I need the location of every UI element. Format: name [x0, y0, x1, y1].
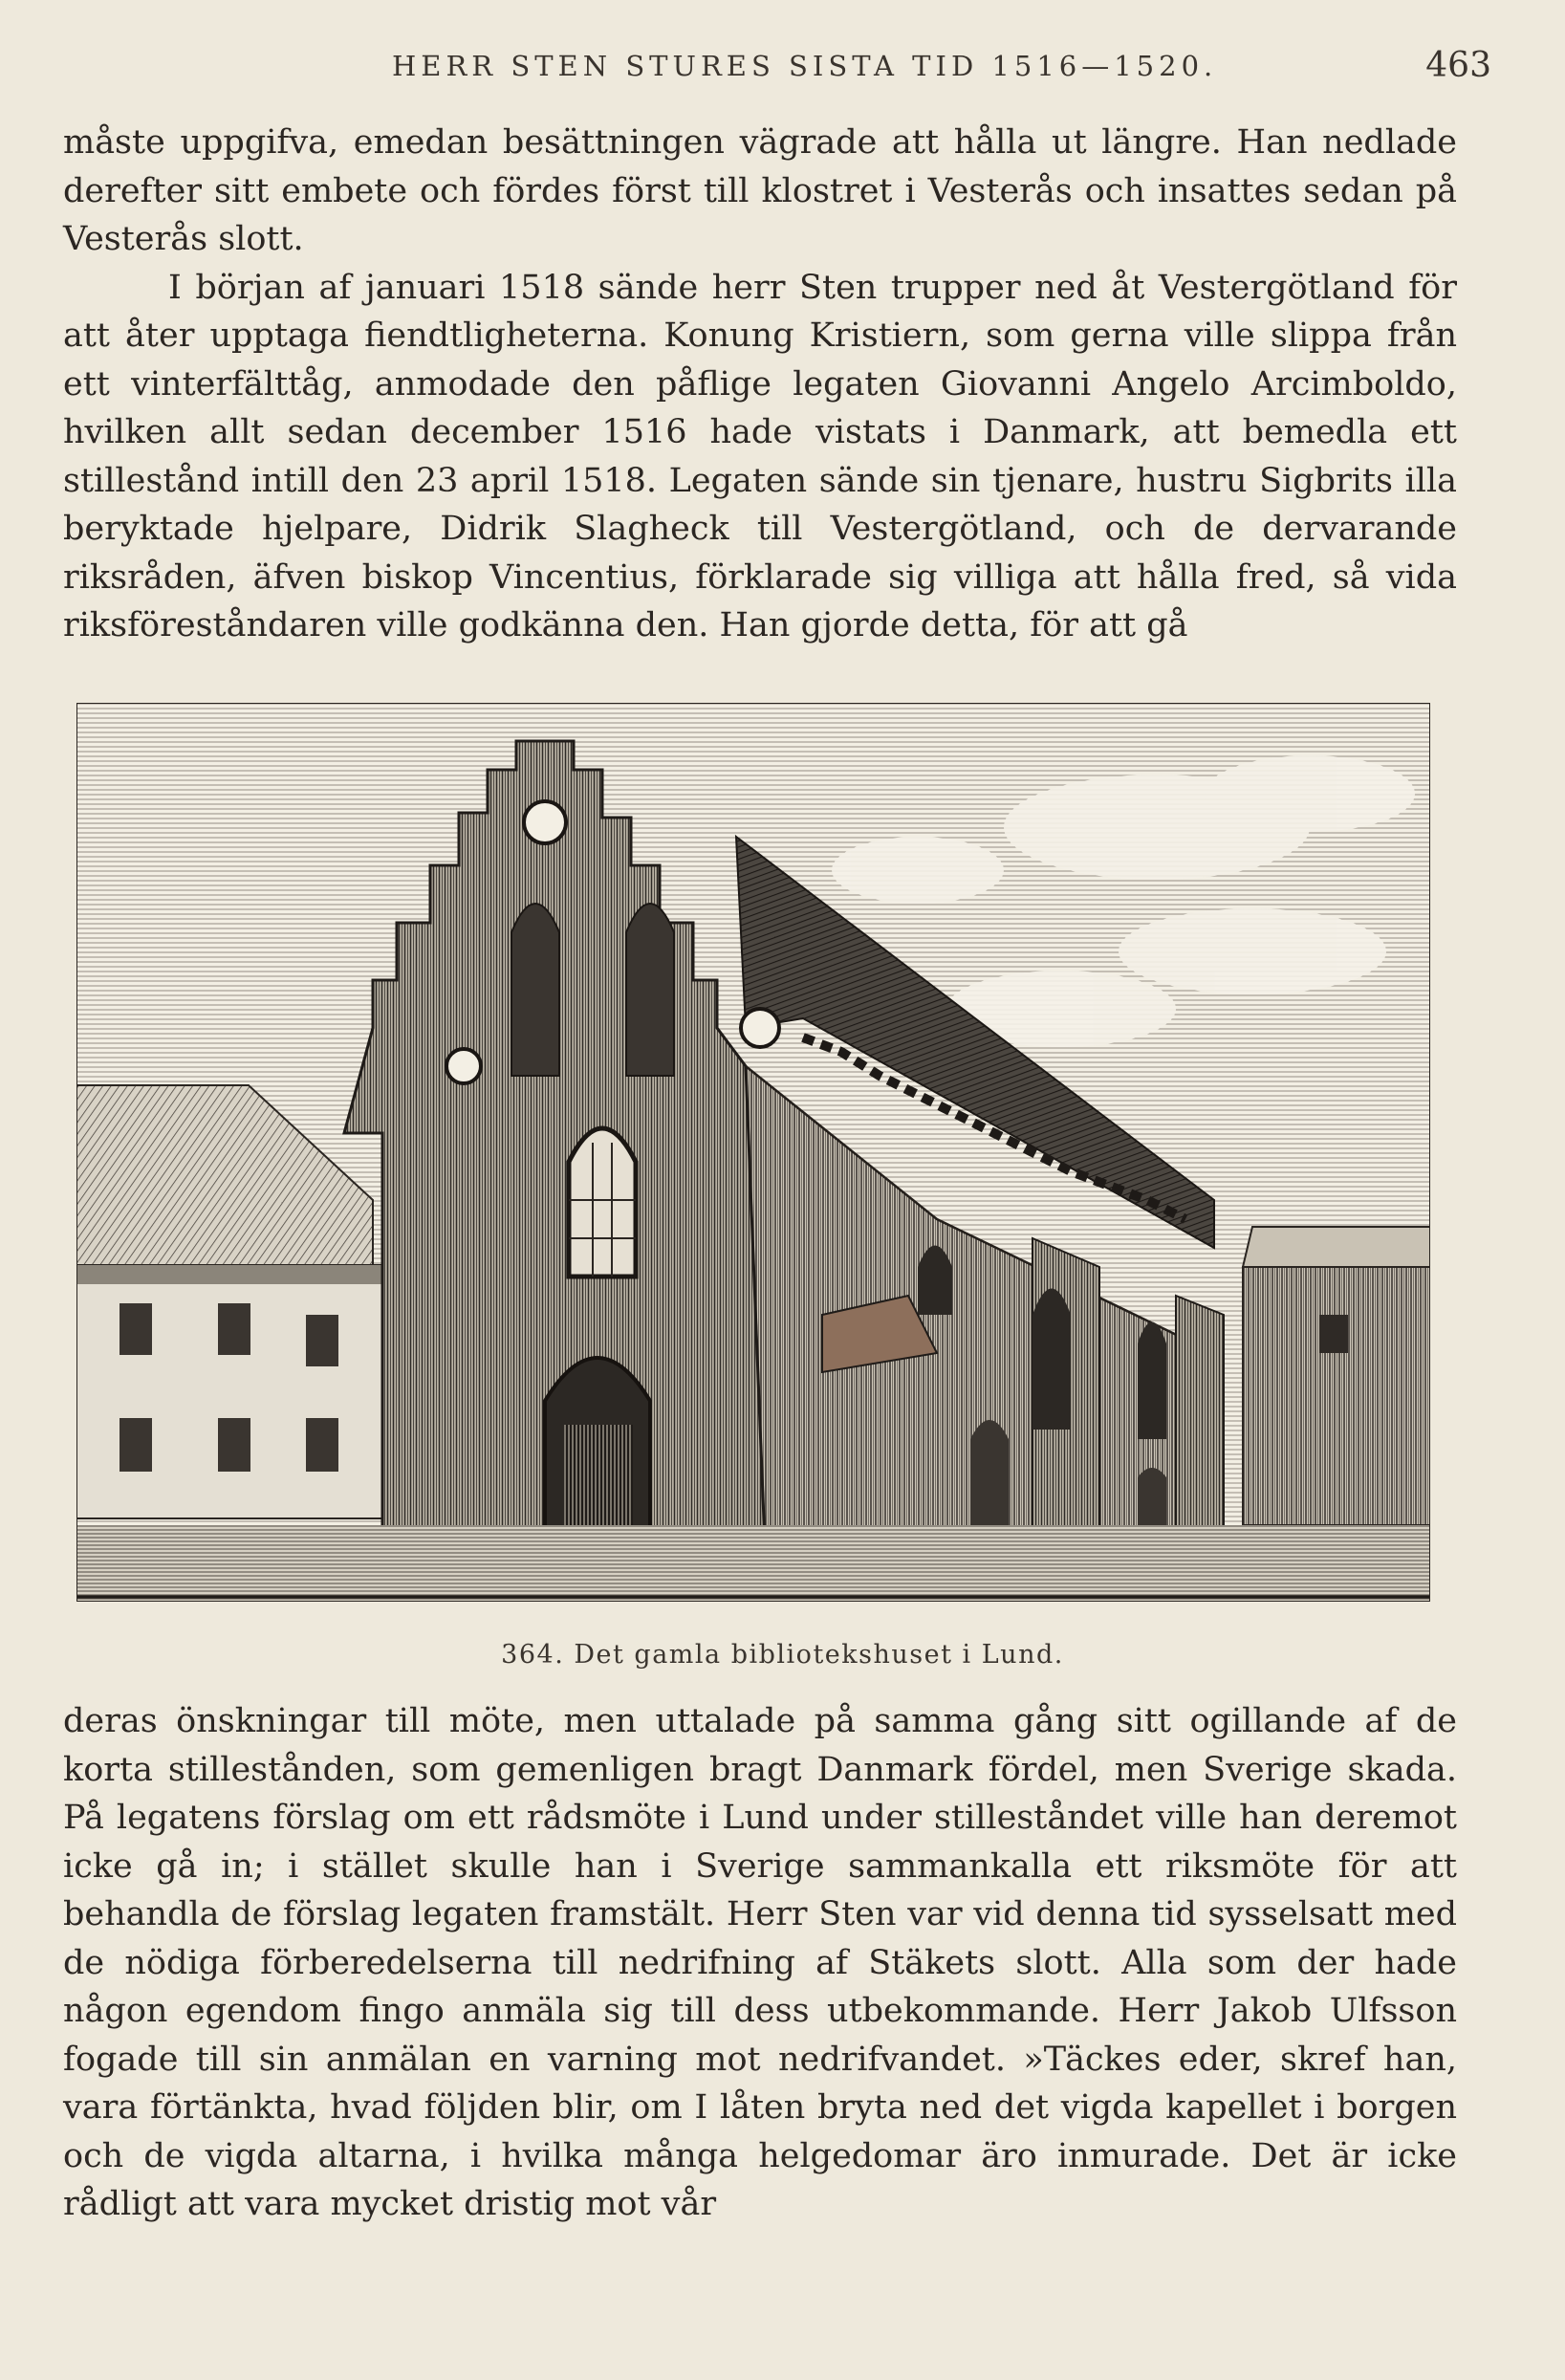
paragraph: deras önskningar till möte, men uttalade på samma gång sitt ogillande af de korta stillestånden, som gemenligen bragt Danmark fördel, men Sverige skada. På legatens förslag om ett rådsmöte i Lund under stilleståndet ville han deremot icke gå in; i stället skulle han i Sverige sammankalla ett riksmöte för att behandla de förslag legaten framstält. Herr Sten var vid denna tid sysselsatt med de nödiga förberedelserna till nedrifning af Stäkets slott. Alla som der hade någon egendom fingo anmäla sig till dess utbekommande. Herr Jakob Ulfsson fogade till sin anmälan en varning mot nedrifvandet. »Täckes eder, skref han, vara förtänkta, hvad följden blir, om I låten bryta ned det vigda kapellet i borgen och de vigda altarna, i hvilka många helgedomar äro inmurade. Det är icke rådligt att vara mycket dristig mot vår [63, 1702, 1457, 2223]
running-title: HERR STEN STURES SISTA TID 1516—1520. [392, 50, 1218, 82]
body-text-top [63, 119, 1457, 650]
paragraph: måste uppgifva, emedan besättningen vägrade att hålla ut längre. Han nedlade derefter sitt embete och fördes först till klostret i Vesterås och insattes sedan på Vesterås slott. [63, 123, 1457, 258]
engraving-illustration [76, 703, 1430, 1602]
figure-caption: 364. Det gamla bibliotekshuset i Lund. [501, 1640, 1064, 1670]
body-text-bottom [63, 1697, 1457, 2229]
paragraph: I början af januari 1518 sände herr Sten trupper ned åt Vestergötland för att åter upptaga fiendtligheterna. Konung Kristiern, som gerna ville slippa från ett vinterfälttåg, anmodade den påflige legaten Giovanni Angelo Arcimboldo, hvilken allt sedan december 1516 hade vistats i Danmark, att bemedla ett stillestånd intill den 23 april 1518. Legaten sände sin tjenare, hustru Sigbrits illa beryktade hjelpare, Didrik Slagheck till Vestergötland, och de dervarande riksråden, äfven biskop Vincentius, förklarade sig villiga att hålla fred, så vida riksföreståndaren ville godkänna den. Han gjorde detta, för att gå [63, 268, 1457, 644]
page-number: 463 [1425, 46, 1491, 85]
running-head [76, 46, 1491, 88]
